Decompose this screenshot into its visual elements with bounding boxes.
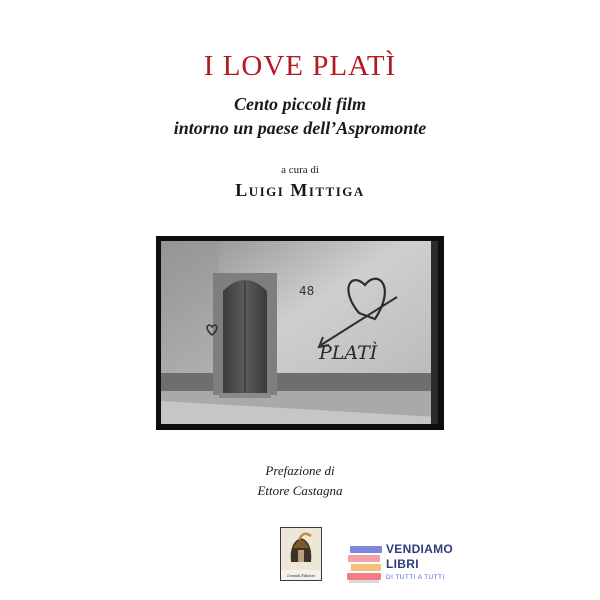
book-subtitle bbox=[152, 92, 448, 140]
photo-plati-graffiti: PLATÌ bbox=[319, 342, 378, 364]
book-cover bbox=[152, 22, 454, 594]
badge-tagline: DI TUTTI A TUTTI bbox=[386, 574, 445, 581]
curator-prefix: a cura di bbox=[281, 164, 319, 176]
photo-wall-door bbox=[161, 241, 438, 424]
cover-photo bbox=[156, 236, 444, 430]
subtitle-line-1: Cento piccoli film bbox=[234, 94, 366, 114]
photo-number-graffiti: 48 bbox=[299, 284, 315, 298]
preface-author: Ettore Castagna bbox=[257, 483, 343, 498]
publisher-logo bbox=[280, 527, 322, 581]
helmet-icon bbox=[281, 528, 321, 570]
publisher-name: Leonida Edizioni bbox=[287, 573, 315, 578]
badge-line-1: VENDIAMO bbox=[386, 542, 454, 556]
book-title: I LOVE PLATÌ bbox=[203, 50, 397, 82]
vendiamo-libri-badge bbox=[346, 540, 456, 592]
badge-line-2: LIBRI bbox=[386, 557, 419, 571]
book-stack-icon bbox=[346, 540, 384, 588]
subtitle-line-2: intorno un paese dell’Aspromonte bbox=[173, 118, 427, 138]
preface-label: Prefazione di bbox=[265, 463, 335, 478]
curator-name: Luigi Mittiga bbox=[235, 180, 365, 200]
